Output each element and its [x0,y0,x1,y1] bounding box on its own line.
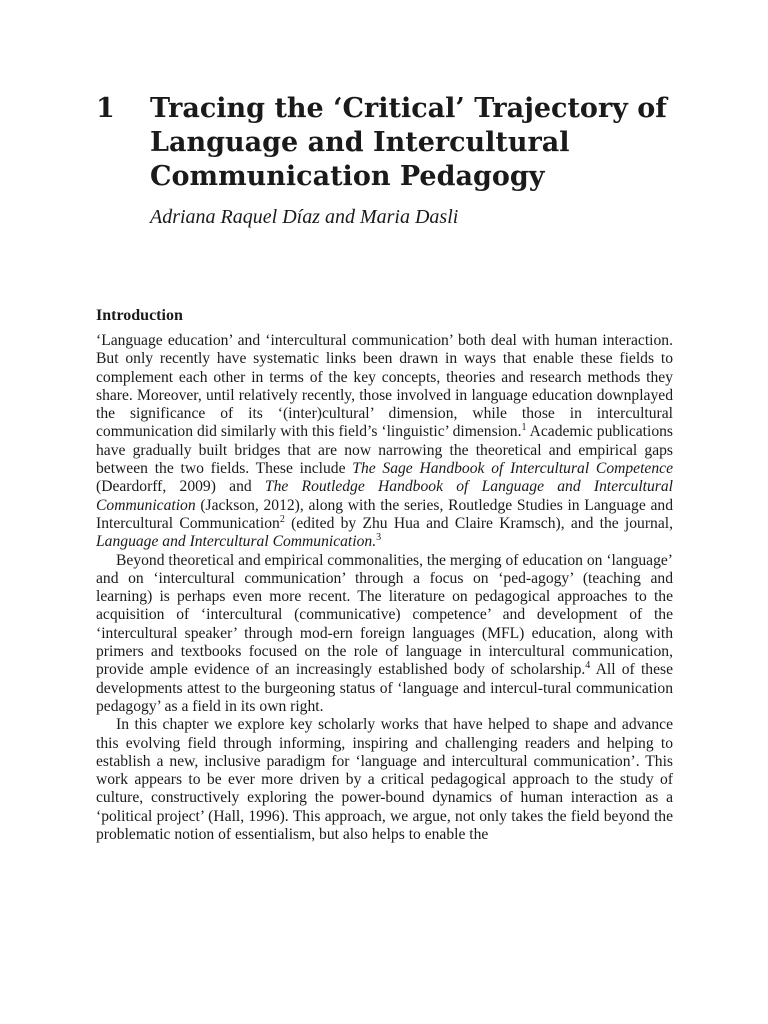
paragraph-text: ‘Language education’ and ‘intercultural communication’ both deal with human interaction. But only recently have systematic links been drawn in ways that enable these fields to complement each other in terms of the key concepts, theories and research methods they share. Moreover, until relatively recently, those involved in language education downplayed the significance of its ‘(inter)cultural’ dimension, while those in intercultural communication did similarly with this field’s ‘linguistic’ dimension. [96,332,673,441]
chapter-authors: Adriana Raquel Díaz and Maria Dasli [150,206,459,228]
paragraph-text: All of these developments attest to the burgeoning status of ‘language and intercul-tural communication pedagogy’ as a field in its own right. [96,661,673,715]
body-text [96,332,673,844]
book-title: The Routledge Handbook of Language and Intercultural Communication [96,478,673,514]
paragraph-text: Beyond theoretical and empirical commonalities, the merging of education on ‘language’ and on ‘intercultural communication’ through a focus on ‘ped-agogy’ (teaching and learning) is perhaps even more recent. The literature on pedagogical approaches to the acquisition of ‘intercultural (communicative) competence’ and development of the ‘intercultural speaker’ through mod-ern foreign languages (MFL) education, along with primers and textbooks focused on the role of language in intercultural communication, provide ample evidence of an increasingly established body of scholarship. [96,551,674,679]
paragraph-text: (Deardorff, 2009) and [96,478,265,496]
paragraph-text: (Jackson, 2012), along with the series, Routledge Studies in Language and Intercultural Communication [96,496,673,532]
chapter-number: 1 [96,93,115,124]
footnote-ref[interactable]: 1 [521,422,527,434]
book-title: The Sage Handbook of Intercultural Competence [352,460,673,478]
chapter-title: Tracing the ‘Critical’ Trajectory of Language and Intercultural Communication Pedagogy [150,93,667,192]
paragraph-text: Academic publications have gradually built bridges that are now narrowing the theoretical and empirical gaps between the two fields. These include [96,423,673,478]
section-heading: Introduction [96,307,183,324]
paragraph-text: In this chapter we explore key scholarly works that have helped to shape and advance this evolving field through informing, inspiring and challenging readers and helping to establish a new, inclusive paradigm for ‘language and intercultural communication’. This work appears to be ever more driven by a critical pedagogical approach to the study of culture, constructively exploring the power-bound dynamics of human interaction as a ‘political project’ (Hall, 1996). This approach, we argue, not only takes the field beyond the problematic notion of essentialism, but also helps to enable the [96,716,673,844]
paragraph-text: (edited by Zhu Hua and Claire Kramsch), and the journal, [284,514,673,532]
footnote-ref[interactable]: 4 [585,660,591,672]
footnote-ref[interactable]: 3 [376,532,382,544]
paragraph [96,552,673,717]
journal-title: Language and Intercultural Communication. [96,533,377,551]
paragraph [96,716,673,844]
paragraph [96,332,673,552]
footnote-ref[interactable]: 2 [279,513,285,525]
